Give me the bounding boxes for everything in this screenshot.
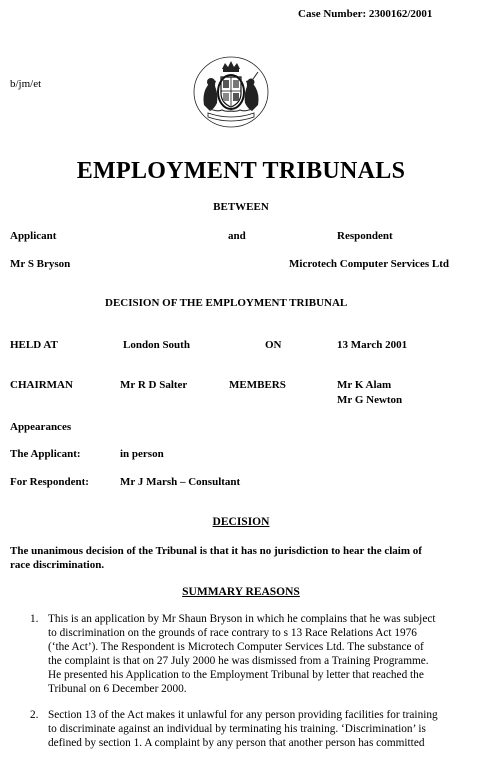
- royal-coat-of-arms-icon: [192, 55, 270, 129]
- between-label: BETWEEN: [213, 201, 269, 213]
- hearing-date: 13 March 2001: [337, 339, 408, 351]
- applicant-name: Mr S Bryson: [10, 258, 71, 270]
- paragraph-line: the complaint is that on 27 July 2000 he was dismissed from a Training Programme.: [48, 655, 429, 667]
- case-number: Case Number: 2300162/2001: [298, 8, 433, 20]
- held-at-label: HELD AT: [10, 339, 58, 351]
- paragraph-line: to discriminate against an individual by terminating his training. ‘Discrimination’ is: [48, 723, 426, 735]
- summary-reasons-heading: SUMMARY REASONS: [182, 586, 300, 598]
- chairman-name: Mr R D Salter: [120, 379, 188, 391]
- chairman-label: CHAIRMAN: [10, 379, 73, 391]
- on-label: ON: [265, 339, 282, 351]
- paragraph-line: He presented his Application to the Employment Tribunal by letter that reached the: [48, 669, 424, 681]
- and-label: and: [228, 230, 246, 242]
- held-at-place: London South: [123, 339, 190, 351]
- page-title: EMPLOYMENT TRIBUNALS: [76, 158, 406, 184]
- paragraph-line: Section 13 of the Act makes it unlawful for any person providing facilities for training: [48, 709, 438, 721]
- paragraph-line: This is an application by Mr Shaun Bryson in which he complains that he was subject: [48, 613, 436, 625]
- applicant-label: Applicant: [10, 230, 57, 242]
- respondent-name: Microtech Computer Services Ltd: [289, 258, 449, 270]
- members-label: MEMBERS: [229, 379, 286, 391]
- respondent-appearance-value: Mr J Marsh – Consultant: [120, 476, 241, 488]
- paragraph-line: to discrimination on the grounds of race contrary to s 13 Race Relations Act 1976: [48, 627, 417, 639]
- reference-code: b/jm/et: [10, 78, 42, 90]
- applicant-appearance-label: The Applicant:: [10, 448, 81, 460]
- respondent-appearance-label: For Respondent:: [10, 476, 89, 488]
- decision-heading: DECISION: [212, 516, 270, 528]
- paragraph-line: (‘the Act’). The Respondent is Microtech Computer Services Ltd. The substance of: [48, 641, 424, 653]
- member-name: Mr K Alam: [337, 379, 392, 391]
- respondent-label: Respondent: [337, 230, 393, 242]
- decision-of-tribunal-heading: DECISION OF THE EMPLOYMENT TRIBUNAL: [105, 297, 348, 309]
- decision-text-line: race discrimination.: [10, 559, 105, 571]
- member-name: Mr G Newton: [337, 394, 403, 406]
- paragraph-line: Tribunal on 6 December 2000.: [48, 683, 187, 695]
- paragraph-number: 2.: [30, 709, 39, 721]
- appearances-heading: Appearances: [10, 421, 72, 433]
- applicant-appearance-value: in person: [120, 448, 164, 460]
- decision-text-line: The unanimous decision of the Tribunal is that it has no jurisdiction to hear the claim of: [10, 545, 422, 557]
- paragraph-number: 1.: [30, 613, 39, 625]
- paragraph-line: defined by section 1. A complaint by any person that another person has committed: [48, 737, 425, 749]
